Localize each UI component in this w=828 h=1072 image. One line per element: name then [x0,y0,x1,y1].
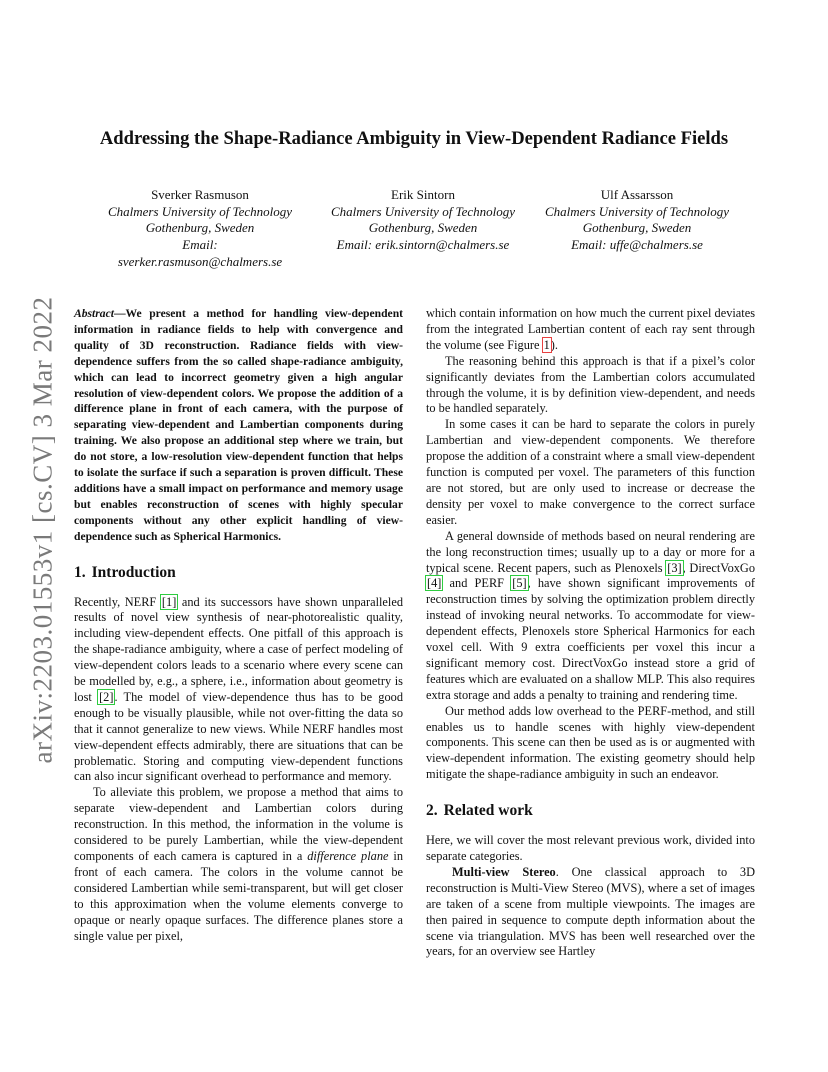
author-email: Email: uffe@chalmers.se [571,237,703,253]
text-run: , have shown significant improvements of reconstruction times by solving the optimization problem directly instead of invoking neural networks. To accommodate for view-dependent effects, Plenoxels store Spherical Harmonics for each voxel cell. With 9 extra coefficients per voxel this incur a significant memory cost. DirectVoxGo instead store a grid of features which are evaluated on a shallow MLP. This also requires extra storage and adds a penalty to training and rendering time. [426,576,756,702]
body-paragraph [426,529,755,704]
author-name: Ulf Assarsson [600,187,674,202]
body-paragraph: In some cases it can be hard to separate the colors in purely Lambertian and view-dependent components. We therefore propose the addition of a constraint where a small view-dependent function is computed per voxel. The parameters of this function are not stored, but are only used to increase or decrease the density per voxel to make convergence to the correct surface easier. [426,417,755,527]
abstract-label: Abstract [74,307,114,320]
section-number: 1. [74,563,86,581]
intro-paragraph-1 [74,595,403,786]
section-heading-introduction [74,565,403,581]
arxiv-identifier [26,290,60,770]
section-heading-related-work [426,803,755,819]
text-run: Recently, NERF [74,594,161,609]
author-location: Gothenburg, Sweden [145,220,255,236]
section-title: Introduction [91,563,176,581]
author-block-1 [100,187,300,271]
author-affiliation: Chalmers University of Technology [544,203,730,219]
text-run: ). [550,337,558,352]
body-paragraph: The reasoning behind this approach is that if a pixel’s color significantly deviates from the Lambertian colors accumulated through the volume, it is by definition view-dependent, and needs to be handled separately. [426,353,755,416]
citation-link[interactable]: [2] [99,689,114,704]
author-email: Email: erik.sintorn@chalmers.se [336,237,510,253]
body-paragraph: Our method adds low overhead to the PERF-method, and still enables us to handle scenes with highly view-dependent components. This scene can then be used as is or augmented with view-dependent information. The existing geometry should help mitigate the shape-radiance ambiguity in such an endeavor. [426,703,755,782]
author-email: Email: sverker.rasmuson@chalmers.se [117,237,283,269]
section-number: 2. [426,802,438,820]
text-run: in front of each camera. The colors in the volume cannot be considered Lambertian while semi-transparent, but will get closer to this approximation when the volume elements converge to opaque or nearly opaque surfaces. The difference planes store a single value per pixel, [74,849,403,943]
related-paragraph-2 [426,865,755,960]
text-run: . One classical approach to 3D reconstruction is Multi-View Stereo (MVS), where a set of images are taken of a scene from multiple viewpoints. The images are then paired in sequence to compute depth information about the scene via triangulation. MVS has been well researched over the years, for an overview see Hartley [426,864,755,959]
figure-reference-link[interactable]: 1 [543,337,550,352]
author-block-3 [534,187,740,254]
citation-link[interactable]: [5] [512,576,527,591]
author-name: Erik Sintorn [391,187,455,202]
citation-link[interactable]: [3] [667,560,682,575]
author-block-2 [318,187,528,254]
author-location: Gothenburg, Sweden [582,220,692,236]
text-run: , DirectVoxGo [682,560,756,575]
text-run: To alleviate this problem, we propose a method that aims to separate view-dependent and Lambertian colors during reconstruction. In this method, the information in the volume is considered to be purely Lambertian, while the view-dependent components of each camera is captured in a [74,785,403,863]
related-paragraph-1: Here, we will cover the most relevant previous work, divided into separate categories. [426,833,755,863]
body-paragraph [426,306,755,354]
text-run: . The model of view-dependence thus has to be good enough to be visually plausible, while not over-fitting the data so that it cannot generalize to new views. While NERF handles most view-dependent effects admirably, there are situations that can be problematic. Storing and computing view-dependent functions can also incur significant overhead to performance and memory. [74,689,403,784]
text-run: which contain information on how much the current pixel deviates from the integrated Lambertian content of each ray sent through the volume (see Figure [426,306,755,352]
left-column [74,306,403,944]
intro-paragraph-2 [74,785,403,944]
text-run: and PERF [442,576,512,591]
paper-title: Addressing the Shape-Radiance Ambiguity in View-Dependent Radiance Fields [99,128,729,149]
author-affiliation: Chalmers University of Technology [107,203,293,219]
abstract-text: —We present a method for handling view-dependent information in radiance fields to help with convergence and quality of 3D reconstruction. Radiance fields with view-dependence suffers from the so called shape-radiance ambiguity, which can lead to incorrect geometry given a high angular resolution of view-dependent colors. We propose the addition of a difference plane in front of each camera, with the purpose of separating view-dependent and Lambertian components during training. We also propose an additional step where we train, but do not store, a low-resolution view-dependent function that helps to isolate the surface if such a separation is proven difficult. These additions have a small impact on performance and memory usage but enables reconstruction of scenes with highly specular components without any other explicit handling of view-dependence such as Spherical Harmonics. [74,307,403,543]
arxiv-identifier-text: arXiv:2203.01553v1 [cs.CV] 3 Mar 2022 [27,296,58,764]
text-run: and its successors have shown unparalleled results of novel view synthesis of near-photorealistic quality, including view-dependent effects. One pitfall of this approach is the shape-radiance ambiguity, where a case of perfect modeling of view-dependent colors leads to a scenario where every scene can be modelled by, e.g., a sphere, i.e., information about geometry is lost [74,594,403,704]
author-affiliation: Chalmers University of Technology [330,203,516,219]
citation-link[interactable]: [4] [427,576,442,591]
author-name: Sverker Rasmuson [151,187,249,202]
text-run: A general downside of methods based on neural rendering are the long reconstruction times; usually up to a day or more for a typical scene. Recent papers, such as Plenoxels [426,528,755,575]
paragraph-lead: Multi-view Stereo [452,864,556,879]
section-title: Related work [443,802,533,820]
right-column [426,306,755,960]
abstract [74,306,403,545]
author-location: Gothenburg, Sweden [368,220,478,236]
emphasis: difference plane [307,849,389,863]
citation-link[interactable]: [1] [161,594,177,609]
